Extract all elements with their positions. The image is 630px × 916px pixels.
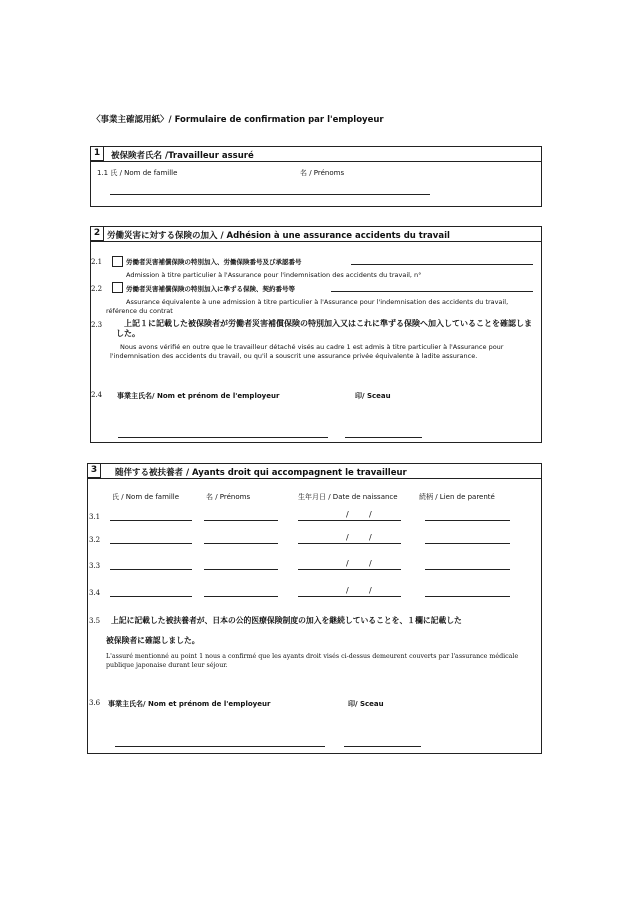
row-relation-line[interactable] [425,520,510,521]
seal-line-2[interactable] [345,437,422,438]
item-2-1-fr: Admission à titre particulier à l'Assurance pour l'indemnisation des accidents du travail, n° [126,271,422,279]
item-2-3-number: 2.3 [91,321,103,329]
item-2-2-checkbox[interactable] [112,282,123,293]
section-3-heading: 随伴する被扶養者 / Ayants droit qui accompagnent le travailleur [115,468,407,478]
date-sep: / [346,559,349,568]
date-sep: / [346,586,349,595]
row-given-line[interactable] [204,596,278,597]
item-3-5-fr: L'assuré mentionné au point 1 nous a confirmé que les ayants droit visés ci-dessus demeurent couverts par l'assurance médicale publique japonaise durant leur séjour. [106,653,519,669]
date-sep: / [369,510,372,519]
row-number: 3.3 [89,562,101,570]
section-2-number: 2 [90,226,104,241]
item-3-5-number: 3.5 [89,617,101,625]
col-given-name: 名 / Prénoms [206,493,251,501]
worker-name-input-line[interactable] [110,194,430,195]
item-2-1-jp: 労働者災害補償保険の特別加入、労働保険番号及び承認番号 [126,258,302,266]
item-3-5-jp-line1: 上記に記載した被扶養者が、日本の公的医療保険制度の加入を継続していることを、１欄に記載した [111,616,462,625]
date-sep: / [346,510,349,519]
row-given-line[interactable] [204,520,278,521]
row-given-line[interactable] [204,543,278,544]
section-1-number: 1 [90,146,104,161]
row-given-line[interactable] [204,569,278,570]
item-2-4-label: 事業主氏名/ Nom et prénom de l'employeur [117,392,280,400]
given-name-label: 名 / Prénoms [300,169,345,177]
item-2-1-input-line[interactable] [351,264,533,265]
item-2-2-input-line[interactable] [331,291,533,292]
section-2-heading: 労働災害に対する保険の加入 / Adhésion à une assurance accidents du travail [107,231,450,241]
item-2-4-number: 2.4 [91,391,103,399]
row-date-line[interactable] [298,569,401,570]
section-1-heading: 被保険者氏名 /Travailleur assuré [111,151,254,161]
date-sep: / [369,559,372,568]
item-2-1-checkbox[interactable] [112,256,123,267]
row-date-line[interactable] [298,520,401,521]
item-2-1-number: 2.1 [91,258,103,266]
col-family-name: 氏 / Nom de famille [112,493,180,501]
row-family-line[interactable] [110,520,192,521]
row-relation-line[interactable] [425,543,510,544]
row-family-line[interactable] [110,543,192,544]
section-3-number: 3 [87,463,101,478]
row-relation-line[interactable] [425,569,510,570]
row-family-line[interactable] [110,569,192,570]
item-2-2-number: 2.2 [91,285,103,293]
item-3-6-seal-label: 印/ Sceau [348,700,384,708]
seal-line-3[interactable] [344,746,421,747]
item-2-3-fr: Nous avons vérifié en outre que le travailleur détaché visés au cadre 1 est admis à titre particulier à l'Assurance pour l'indemnisation des accidents du travail, ou qu'il a souscrit une assurance privée équivalente à ladite assurance. [110,343,504,360]
item-3-6-number: 3.6 [89,699,101,707]
col-relationship: 続柄 / Lien de parenté [419,493,495,501]
family-name-label: 1.1 氏 / Nom de famille [97,169,178,177]
row-date-line[interactable] [298,596,401,597]
employer-name-input-line-3[interactable] [115,746,325,747]
item-2-4-seal-label: 印/ Sceau [355,392,391,400]
item-3-6-label: 事業主氏名/ Nom et prénom de l'employeur [108,700,271,708]
item-3-5-jp-line2: 被保険者に確認しました。 [106,636,200,645]
date-sep: / [369,586,372,595]
row-number: 3.4 [89,589,101,597]
employer-name-input-line-2[interactable] [118,437,328,438]
date-sep: / [346,533,349,542]
row-family-line[interactable] [110,596,192,597]
col-birth-date: 生年月日 / Date de naissance [298,493,398,501]
item-2-3-jp: 上記１に記載した被保険者が労働者災害補償保険の特別加入又はこれに準ずる保険へ加入していることを確認しました。 [116,319,532,338]
item-2-2-jp: 労働者災害補償保険の特別加入に準ずる保険、契約番号等 [126,285,295,293]
row-date-line[interactable] [298,543,401,544]
row-number: 3.1 [89,513,101,521]
row-number: 3.2 [89,536,101,544]
row-relation-line[interactable] [425,596,510,597]
date-sep: / [369,533,372,542]
item-2-2-fr: Assurance équivalente à une admission à titre particulier à l'Assurance pour l'indemnisation des accidents du travail, référence du contrat [106,298,509,315]
form-title: 〈事業主確認用紙〉/ Formulaire de confirmation par l'employeur [92,115,384,125]
